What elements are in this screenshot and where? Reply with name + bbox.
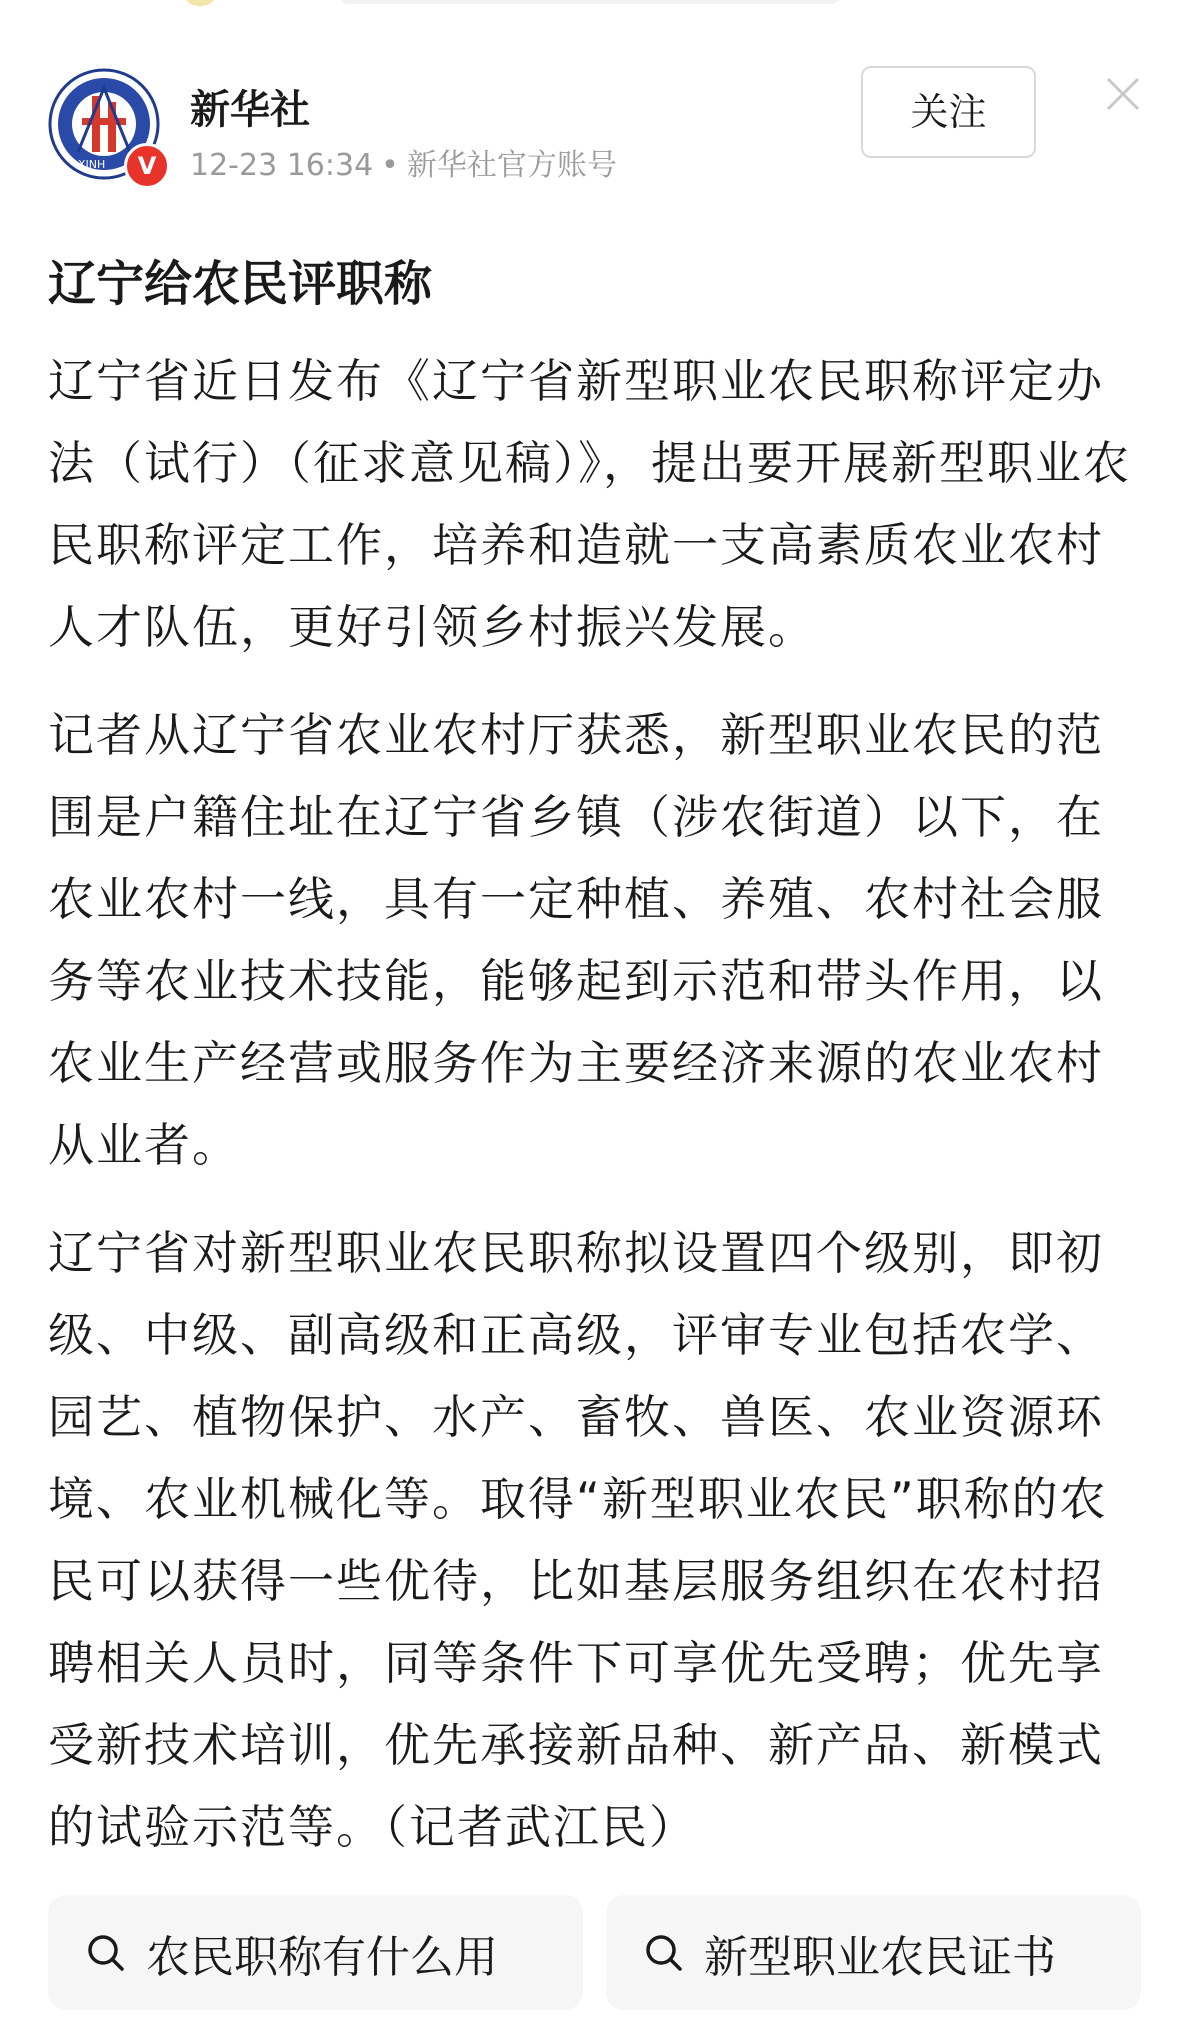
article-paragraph: 记者从辽宁省农业农村厅获悉，新型职业农民的范围是户籍住址在辽宁省乡镇（涉农街道）以下，在农业农村一线，具有一定种植、养殖、农村社会服务等农业技术技能，能够起到示范和带头作用，以农业生产经营或服务作为主要经济来源的农业农村从业者。 [48,708,1104,1172]
author-name[interactable]: 新华社 [190,87,310,133]
search-icon [84,1931,128,1975]
related-search-label: 农民职称有什么用 [146,1931,498,1983]
search-icon [642,1931,686,1975]
article-paragraph: 辽宁省近日发布《辽宁省新型职业农民职称评定办法（试行）（征求意见稿）》，提出要开展新型职业农民职称评定工作，培养和造就一支高素质农业农村人才队伍，更好引领乡村振兴发展。 [48,354,1131,654]
article-headline: 辽宁给农民评职称 [48,256,433,312]
related-search-chip[interactable] [48,1895,583,2010]
related-search-chip[interactable] [606,1895,1141,2010]
account-type: 新华社官方账号 [406,148,617,183]
article-paragraph: 辽宁省对新型职业农民职称拟设置四个级别，即初级、中级、副高级和正高级，评审专业包括农学、园艺、植物保护、水产、畜牧、兽医、农业资源环境、农业机械化等。取得“新型职业农民”职称的农民可以获得一些优待，比如基层服务组织在农村招聘相关人员时，同等条件下可享优先受聘；优先享受新技术培训，优先承接新品种、新产品、新模式的试验示范等。（记者武江民） [48,1226,1108,1854]
article-body [48,340,1139,1894]
close-icon[interactable] [1105,76,1141,112]
article-header [0,0,1187,185]
post-meta [190,140,617,184]
related-searches [48,1895,1139,2010]
svg-text:XINH: XINH [78,158,106,171]
meta-separator: • [381,148,399,183]
verified-badge: V [124,143,170,189]
follow-button[interactable]: 关注 [861,66,1036,158]
post-timestamp: 12-23 16:34 [190,148,374,183]
related-search-label: 新型职业农民证书 [704,1931,1056,1983]
